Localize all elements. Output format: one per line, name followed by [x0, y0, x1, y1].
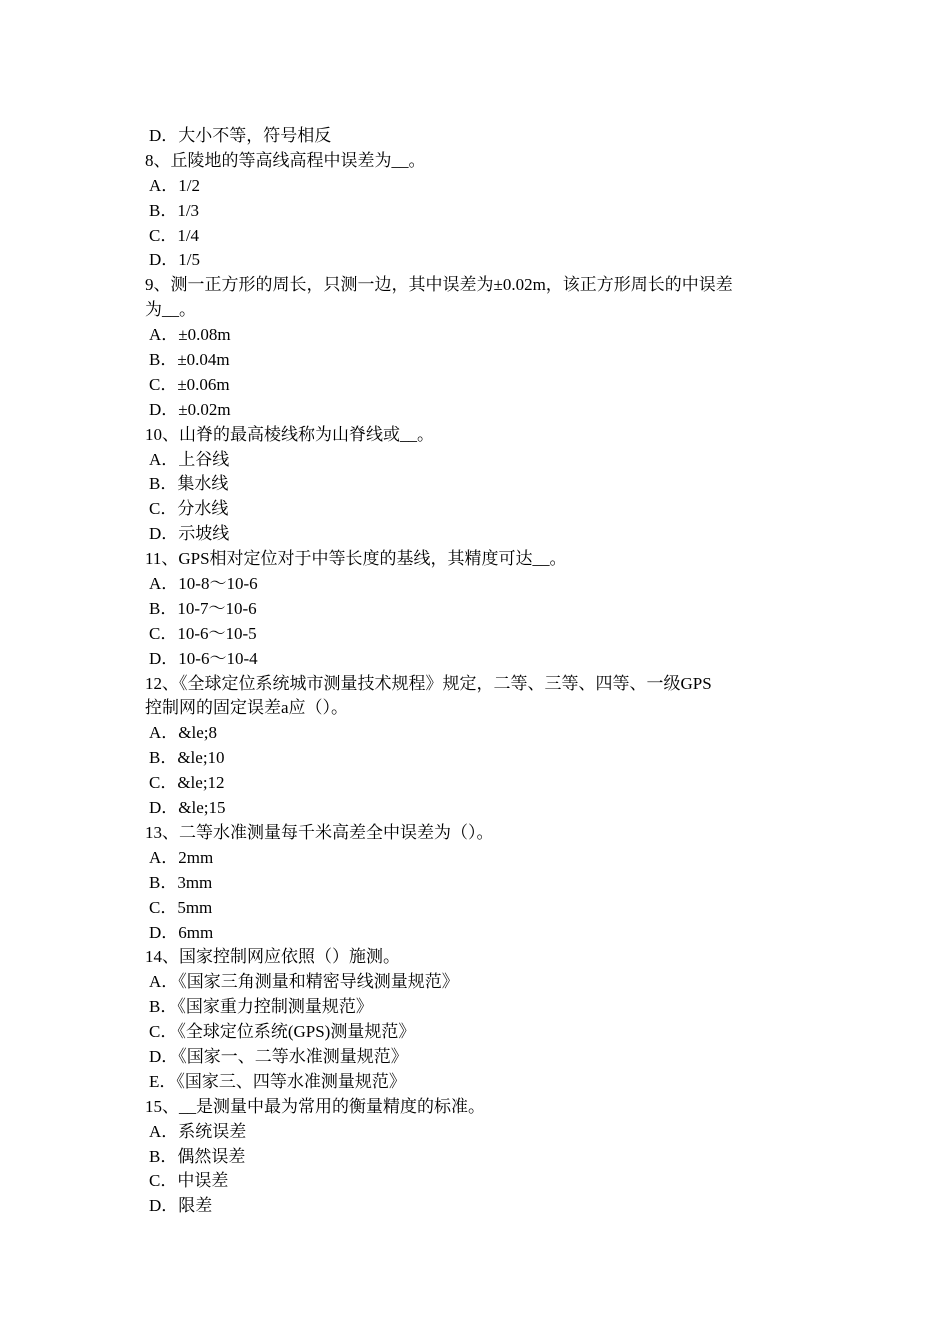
option-line: C．±0.06m — [149, 374, 230, 394]
option-line: B．偶然误差 — [149, 1146, 246, 1166]
option-line: B．3mm — [149, 872, 213, 892]
option-line: C．《全球定位系统(GPS)测量规范》 — [149, 1022, 416, 1042]
option-line: B．集水线 — [149, 474, 229, 494]
option-line: A．±0.08m — [149, 325, 231, 345]
option-line: A．&le;8 — [149, 723, 217, 743]
option-line: B．&le;10 — [149, 748, 225, 768]
option-line: E．《国家三、四等水准测量规范》 — [149, 1071, 406, 1091]
option-line: C．中误差 — [149, 1171, 229, 1191]
option-line: D．±0.02m — [149, 399, 231, 419]
option-line: C．&le;12 — [149, 773, 225, 793]
option-line: A．1/2 — [149, 175, 200, 195]
option-line: D．示坡线 — [149, 524, 230, 544]
option-line: A．10-8～10-6 — [149, 574, 258, 594]
option-line: A．上谷线 — [149, 449, 230, 469]
option-line: D．《国家一、二等水准测量规范》 — [149, 1046, 408, 1066]
option-line: A．系统误差 — [149, 1121, 247, 1141]
option-line: B．1/3 — [149, 200, 200, 220]
question-line: 12、《全球定位系统城市测量技术规程》规定，二等、三等、四等、一级GPS — [145, 673, 712, 693]
option-line: A．2mm — [149, 847, 214, 867]
question-line: 8、丘陵地的等高线高程中误差为__。 — [145, 150, 426, 170]
question-line: 11、GPS相对定位对于中等长度的基线，其精度可达__。 — [145, 549, 567, 569]
option-line: D．大小不等，符号相反 — [149, 126, 332, 145]
option-line: D．10-6～10-4 — [149, 648, 258, 668]
question-line-continued: 为__。 — [145, 300, 196, 320]
question-line: 10、山脊的最高棱线称为山脊线或__。 — [145, 424, 434, 444]
option-line: B．《国家重力控制测量规范》 — [149, 997, 373, 1017]
option-line: C．1/4 — [149, 225, 200, 245]
option-line: B．10-7～10-6 — [149, 598, 257, 618]
option-line: C．10-6～10-5 — [149, 623, 257, 643]
question-line: 14、国家控制网应依照（）施测。 — [145, 947, 400, 967]
option-line: D．&le;15 — [149, 798, 226, 818]
option-line: D．1/5 — [149, 250, 200, 270]
question-line-continued: 控制网的固定误差a应（）。 — [145, 698, 349, 718]
document-page — [145, 124, 825, 1219]
question-line: 13、二等水准测量每千米高差全中误差为（）。 — [145, 822, 494, 842]
option-line: D．限差 — [149, 1196, 213, 1216]
option-line: C．5mm — [149, 897, 213, 917]
option-line: B．±0.04m — [149, 350, 230, 370]
question-line: 9、测一正方形的周长，只测一边，其中误差为±0.02m，该正方形周长的中误差 — [145, 275, 733, 295]
option-line: A．《国家三角测量和精密导线测量规范》 — [149, 972, 459, 992]
option-line: C．分水线 — [149, 499, 229, 519]
option-line: D．6mm — [149, 922, 214, 942]
question-line: 15、__是测量中最为常用的衡量精度的标准。 — [145, 1096, 485, 1116]
